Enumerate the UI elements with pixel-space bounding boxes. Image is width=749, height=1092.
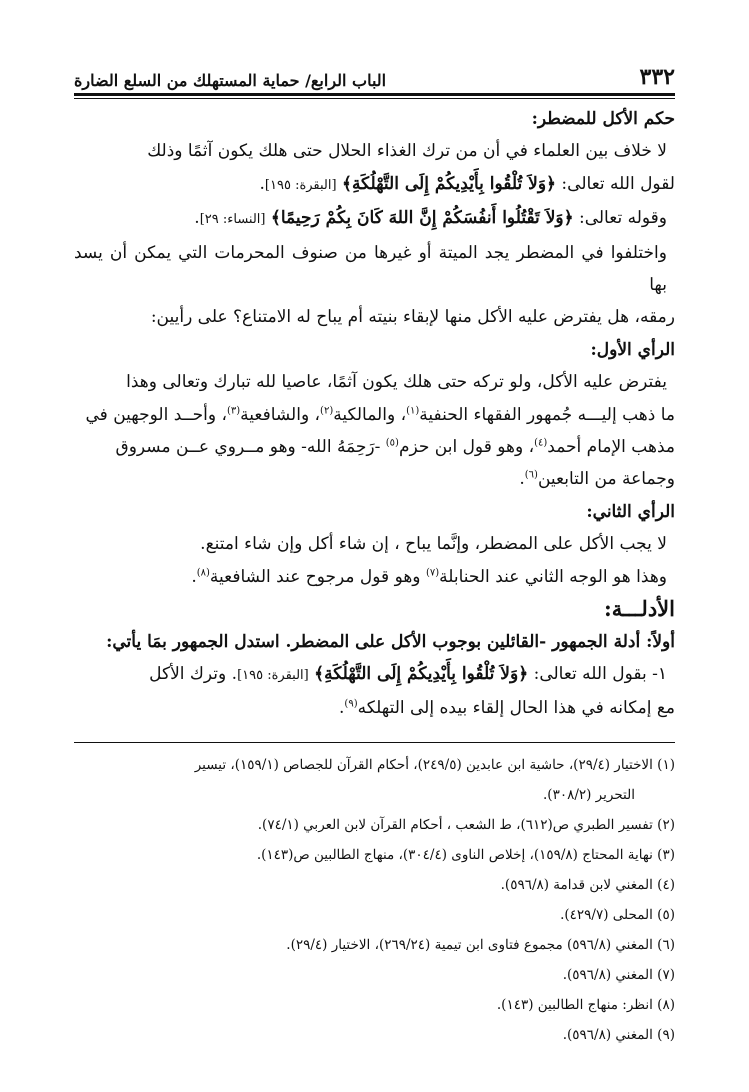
- footnote: (٩) المغني (٥٩٦/٨).: [562, 1027, 675, 1043]
- paragraph-line: رمقه، هل يفترض عليه الأكل منها لإبقاء بنيته أم يباح له الامتناع؟ على رأيين:: [150, 307, 675, 328]
- paragraph-line: [74, 168, 675, 202]
- quran-verse: ﴿وَلاَ تُلْقُوا بِأَيْدِيكُمْ إِلَى التَّهْلُكَةِ﴾: [314, 663, 529, 684]
- footnote-mark[interactable]: (٧): [425, 567, 440, 579]
- footnote: (٣) نهاية المحتاج (١٥٩/٨)، إخلاص الناوى (٣٠٤/٤)، منهاج الطالبين ص(١٤٣).: [256, 847, 675, 863]
- text-run: وقوله تعالى:: [573, 208, 667, 229]
- footnote: (٤) المغني لابن قدامة (٥٩٦/٨).: [500, 877, 675, 893]
- paragraph-line: لا خلاف بين العلماء في أن من ترك الغذاء الحلال حتى هلك يكون آثمًا وذلك: [147, 141, 667, 162]
- text-run: -رَحِمَهُ الله- وهو مــروي عــن مسروق: [115, 437, 386, 458]
- footnote: (١) الاختيار (٢٩/٤)، حاشية ابن عابدين (٢٤٩/٥)، أحكام القرآن للجصاص (١٥٩/١)، تيسير: [194, 757, 675, 773]
- footnote-mark[interactable]: (١): [406, 405, 420, 416]
- paragraph-line: يفترض عليه الأكل، ولو تركه حتى هلك يكون آثمًا، عاصيا لله تبارك وتعالى وهذا: [126, 372, 667, 393]
- text-run: .: [194, 208, 200, 229]
- footnote: (٥) المحلى (٤٢٩/٧).: [560, 907, 675, 923]
- footnote-mark[interactable]: (٤): [534, 437, 548, 449]
- text-run: وهذا هو الوجه الثاني عند الحنابلة: [439, 566, 667, 587]
- section-heading: الرأي الثاني:: [586, 501, 675, 522]
- text-run: . وترك الأكل: [149, 663, 238, 684]
- footnote: (٢) تفسير الطبري ص(٦١٢)، ط الشعب ، أحكام القرآن لابن العربي (٧٤/١).: [257, 817, 675, 833]
- text-run: ، والمالكية: [333, 404, 407, 425]
- footnotes: [74, 750, 675, 1050]
- verse-reference: [البقرة: ١٩٥]: [264, 177, 337, 193]
- verse-reference: [النساء: ٢٩]: [199, 212, 266, 228]
- text-run: .: [191, 566, 197, 587]
- footnote-mark[interactable]: (٢): [320, 405, 334, 416]
- footnote-mark[interactable]: (٩): [344, 698, 358, 710]
- footnote-divider: [74, 742, 675, 743]
- quran-verse: ﴿وَلاَ تُلْقُوا بِأَيْدِيكُمْ إِلَى التَّهْلُكَةِ﴾: [341, 173, 557, 194]
- quran-verse: ﴿وَلاَ تَقْتُلُوا أَنفُسَكُمْ إِنَّ اللهَ كَانَ بِكُمْ رَحِيمًا﴾: [270, 208, 574, 229]
- footnote: (٧) المغني (٥٩٦/٨).: [562, 967, 675, 983]
- paragraph-line: [74, 561, 675, 593]
- text-run: وجماعة من التابعين: [537, 469, 675, 490]
- footnote-mark[interactable]: (٦): [524, 469, 538, 481]
- page-number: ٣٣٢: [639, 64, 675, 90]
- text-run: لقول الله تعالى:: [556, 173, 675, 194]
- paragraph-line: [74, 463, 675, 495]
- text-run: .: [519, 469, 525, 490]
- paragraph-line: لا يجب الأكل على المضطر، وإنَّما يباح ، إن شاء أكل وإن شاء امتنع.: [200, 534, 667, 555]
- text-run: مذهب الإمام أحمد: [547, 437, 675, 458]
- text-run: ١- بقول الله تعالى:: [528, 663, 667, 684]
- text-run: وهو قول مرجوح عند الشافعية: [209, 566, 426, 587]
- text-run: ، وهو قول ابن حزم: [398, 437, 535, 458]
- footnote: (٨) انظر: منهاج الطالبين (١٤٣).: [496, 997, 675, 1013]
- paragraph-line: [74, 399, 675, 431]
- footnote-continuation: التحرير (٣٠٨/٢).: [543, 787, 635, 803]
- section-heading: حكم الأكل للمضطر:: [531, 109, 675, 129]
- footnote-mark[interactable]: (٨): [196, 567, 210, 579]
- subheading: أولاً: أدلة الجمهور -القائلين بوجوب الأكل على المضطر. استدل الجمهور بمَا يأتي:: [106, 631, 675, 652]
- text-run: .: [339, 698, 345, 719]
- header-rule-thick: [74, 93, 675, 96]
- main-text: [74, 103, 675, 725]
- text-run: ما ذهب إليـــه جُمهور الفقهاء الحنفية: [419, 404, 675, 425]
- paragraph-line: [74, 202, 675, 236]
- page-header: [74, 56, 675, 90]
- paragraph-line: [74, 431, 675, 463]
- footnote: (٦) المغني (٥٩٦/٨) مجموع فتاوى ابن تيمية (٢٦٩/٢٤)، الاختيار (٢٩/٤).: [286, 937, 675, 953]
- verse-reference: [البقرة: ١٩٥]: [237, 667, 309, 683]
- text-run: ، والشافعية: [240, 404, 321, 425]
- paragraph-line: واختلفوا في المضطر يجد الميتة أو غيرها من صنوف المحرمات التي يمكن أن يسد بها: [74, 242, 667, 296]
- text-run: .: [259, 173, 265, 194]
- header-rule-thin: [74, 98, 675, 99]
- running-title: الباب الرابع/ حماية المستهلك من السلع الضارة: [74, 71, 387, 90]
- footnote-mark[interactable]: (٣): [226, 405, 241, 416]
- footnote-mark[interactable]: (٥): [385, 437, 399, 449]
- text-run: مع إمكانه في هذا الحال إلقاء بيده إلى التهلكه: [357, 698, 675, 719]
- text-run: ، وأحــد الوجهين في: [85, 404, 227, 425]
- section-heading: الرأي الأول:: [590, 339, 675, 360]
- paragraph-line: [74, 692, 675, 724]
- paragraph-line: [74, 658, 675, 692]
- section-heading: الأدلـــة:: [603, 596, 675, 622]
